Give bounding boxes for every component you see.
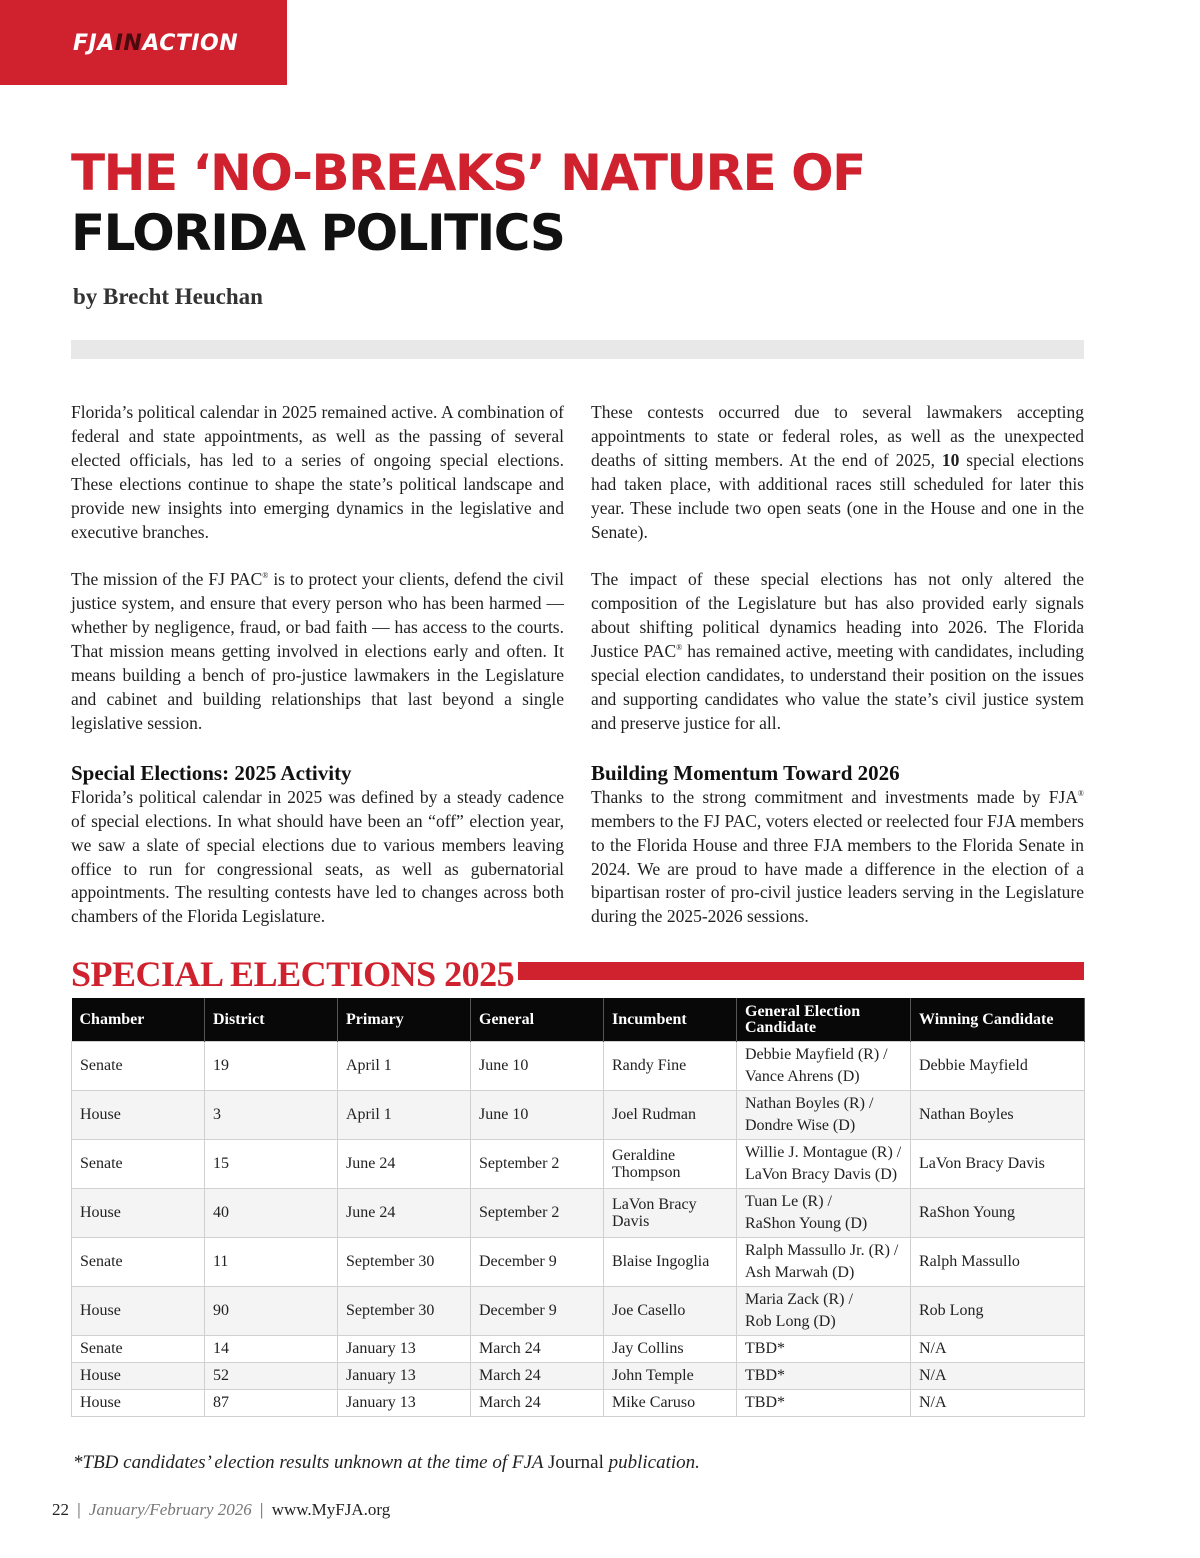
left-column [71, 401, 564, 953]
cell-primary: January 13 [338, 1336, 471, 1363]
section-label-part: IN [114, 31, 143, 56]
cell-district: 19 [205, 1042, 338, 1091]
cell-general: September 2 [471, 1189, 604, 1238]
table-header-row [72, 998, 1085, 1042]
registered-mark: ® [676, 643, 683, 653]
table-row [72, 1363, 1085, 1390]
cell-general: September 2 [471, 1140, 604, 1189]
page-number: 22 [52, 1500, 69, 1519]
cell-incumbent: Jay Collins [604, 1336, 737, 1363]
candidate-line: RaShon Young (D) [745, 1215, 868, 1232]
cell-candidates [737, 1238, 911, 1287]
cell-district: 14 [205, 1336, 338, 1363]
cell-incumbent: Randy Fine [604, 1042, 737, 1091]
cell-winner: Ralph Massullo [911, 1238, 1085, 1287]
cell-winner: N/A [911, 1390, 1085, 1417]
table-row [72, 1042, 1085, 1091]
column-header: General Election Candidate [737, 998, 911, 1042]
paragraph [591, 568, 1084, 735]
cell-candidates [737, 1042, 911, 1091]
cell-district: 15 [205, 1140, 338, 1189]
paragraph [591, 401, 1084, 544]
table-row [72, 1336, 1085, 1363]
cell-incumbent: John Temple [604, 1363, 737, 1390]
cell-candidates [737, 1189, 911, 1238]
section-tab [0, 0, 287, 85]
table-row [72, 1189, 1085, 1238]
table-row [72, 1091, 1085, 1140]
cell-district: 90 [205, 1287, 338, 1336]
cell-incumbent: Mike Caruso [604, 1390, 737, 1417]
cell-general: December 9 [471, 1287, 604, 1336]
cell-chamber: House [72, 1363, 205, 1390]
cell-incumbent: Joe Casello [604, 1287, 737, 1336]
cell-district: 52 [205, 1363, 338, 1390]
right-column [591, 401, 1084, 953]
cell-winner: RaShon Young [911, 1189, 1085, 1238]
cell-candidates: TBD* [737, 1336, 911, 1363]
candidate-line: Dondre Wise (D) [745, 1117, 856, 1134]
table-title-bar [518, 962, 1084, 980]
column-header: Primary [338, 998, 471, 1042]
cell-district: 87 [205, 1390, 338, 1417]
paragraph [71, 568, 564, 735]
paragraph: Florida’s political calendar in 2025 remained active. A combination of federal and state appointments, as well as the passing of several elected officials, has led to a series of ongoing special elections. These elections continue to shape the state’s political landscape and provide new insights into emerging dynamics in the legislative and executive branches. [71, 402, 564, 542]
cell-general: March 24 [471, 1390, 604, 1417]
section-label-part: ACTION [142, 31, 239, 56]
registered-mark: ® [262, 571, 269, 581]
cell-primary: June 24 [338, 1140, 471, 1189]
cell-chamber: House [72, 1390, 205, 1417]
candidate-line: Vance Ahrens (D) [745, 1068, 860, 1085]
footer-separator: | [77, 1500, 81, 1519]
column-header: Chamber [72, 998, 205, 1042]
paragraph [591, 786, 1084, 929]
candidate-line: Ash Marwah (D) [745, 1264, 855, 1281]
section-heading: Special Elections: 2025 Activity [71, 760, 352, 785]
cell-incumbent: LaVon Bracy Davis [604, 1189, 737, 1238]
cell-general: March 24 [471, 1336, 604, 1363]
text-run-bold: 10 [941, 449, 960, 470]
section-label [73, 31, 238, 56]
footnote-text: publication. [603, 1452, 700, 1473]
cell-chamber: Senate [72, 1042, 205, 1091]
cell-incumbent: Joel Rudman [604, 1091, 737, 1140]
text-run: is to protect your clients, defend the civil justice system, and ensure that every person who has been harmed — whether by negligence, fraud, or bad faith — has access to the courts. That mission means getting involved in elections early and often. It means building a bench of pro-justice lawmakers in the Legislature and cabinet and building relationships that last beyond a single legislative session. [71, 569, 564, 733]
cell-chamber: House [72, 1091, 205, 1140]
issue-date: January/February 2026 [88, 1500, 252, 1519]
cell-general: December 9 [471, 1238, 604, 1287]
footnote [73, 1452, 700, 1474]
text-run: members to the FJ PAC, voters elected or reelected four FJA members to the Florida House and three FJA members to the Florida Senate in 2024. We are proud to have made a difference in the election of a bipartisan roster of pro-civil justice leaders serving in the Legislature during the 2025-2026 sessions. [591, 810, 1084, 927]
title-line: THE ‘NO-BREAKS’ NATURE OF [71, 144, 865, 202]
cell-candidates [737, 1140, 911, 1189]
cell-winner: Nathan Boyles [911, 1091, 1085, 1140]
text-run: These contests occurred due to several lawmakers accepting appointments to state or federal roles, as well as the unexpected deaths of sitting members. At the end of 2025, [591, 402, 1084, 470]
cell-district: 11 [205, 1238, 338, 1287]
section-label-part: FJA [73, 31, 115, 56]
cell-candidates: TBD* [737, 1363, 911, 1390]
cell-primary: April 1 [338, 1091, 471, 1140]
cell-winner: N/A [911, 1336, 1085, 1363]
candidate-line: Ralph Massullo Jr. (R) / [745, 1242, 899, 1259]
text-run: Thanks to the strong commitment and investments made by FJA [591, 786, 1078, 807]
column-header: Incumbent [604, 998, 737, 1042]
cell-winner: Debbie Mayfield [911, 1042, 1085, 1091]
section-heading: Building Momentum Toward 2026 [591, 760, 900, 785]
cell-winner: LaVon Bracy Davis [911, 1140, 1085, 1189]
byline: by Brecht Heuchan [73, 284, 263, 309]
table-row [72, 1238, 1085, 1287]
cell-chamber: House [72, 1287, 205, 1336]
footnote-text: *TBD candidates’ election results unknown at the time of FJA [73, 1452, 548, 1473]
page-title [71, 143, 865, 263]
paragraph: Florida’s political calendar in 2025 was defined by a steady cadence of special elections. In what should have been an “off” election year, we saw a slate of special elections due to various members leaving office to run for congressional seats, as well as gubernatorial appointments. The resulting contests have led to changes across both chambers of the Florida Legislature. [71, 786, 564, 927]
cell-primary: June 24 [338, 1189, 471, 1238]
cell-incumbent: Blaise Ingoglia [604, 1238, 737, 1287]
cell-chamber: Senate [72, 1336, 205, 1363]
special-elections-table [71, 998, 1085, 1417]
divider-bar [71, 340, 1084, 359]
candidate-line: Tuan Le (R) / [745, 1193, 832, 1210]
cell-district: 3 [205, 1091, 338, 1140]
candidate-line: Nathan Boyles (R) / [745, 1095, 874, 1112]
cell-primary: January 13 [338, 1363, 471, 1390]
cell-primary: September 30 [338, 1287, 471, 1336]
column-header: General [471, 998, 604, 1042]
registered-mark: ® [1077, 788, 1084, 798]
candidate-line: Maria Zack (R) / [745, 1291, 853, 1308]
candidate-line: LaVon Bracy Davis (D) [745, 1166, 898, 1183]
title-line: FLORIDA POLITICS [71, 204, 565, 262]
cell-general: June 10 [471, 1091, 604, 1140]
text-run: The impact of these special elections has not only altered the composition of the Legislature but has also provided early signals about shifting political dynamics heading into 2026. The Florida Justice PAC [591, 569, 1084, 662]
cell-chamber: House [72, 1189, 205, 1238]
candidate-line: Debbie Mayfield (R) / [745, 1046, 888, 1063]
cell-general: June 10 [471, 1042, 604, 1091]
cell-general: March 24 [471, 1363, 604, 1390]
footnote-text: Journal [547, 1452, 604, 1473]
cell-primary: September 30 [338, 1238, 471, 1287]
column-header: District [205, 998, 338, 1042]
cell-winner: Rob Long [911, 1287, 1085, 1336]
text-run: special elections had taken place, with additional races still scheduled for later this year. These include two open seats (one in the House and one in the Senate). [591, 449, 1084, 542]
cell-district: 40 [205, 1189, 338, 1238]
text-run: The mission of the FJ PAC [71, 569, 263, 590]
cell-winner: N/A [911, 1363, 1085, 1390]
cell-chamber: Senate [72, 1238, 205, 1287]
table-row [72, 1390, 1085, 1417]
footer-separator: | [260, 1500, 264, 1519]
page-footer [52, 1500, 390, 1520]
cell-chamber: Senate [72, 1140, 205, 1189]
candidate-line: Willie J. Montague (R) / [745, 1144, 902, 1161]
cell-candidates: TBD* [737, 1390, 911, 1417]
cell-candidates [737, 1091, 911, 1140]
cell-incumbent: Geraldine Thompson [604, 1140, 737, 1189]
website-url: www.MyFJA.org [271, 1500, 391, 1519]
cell-primary: April 1 [338, 1042, 471, 1091]
table-title: SPECIAL ELECTIONS 2025 [71, 954, 515, 994]
cell-primary: January 13 [338, 1390, 471, 1417]
table-row [72, 1287, 1085, 1336]
column-header: Winning Candidate [911, 998, 1085, 1042]
text-run: has remained active, meeting with candidates, including special election candidates, to understand their position on the issues and supporting candidates who value the state’s civil justice system and preserve justice for all. [591, 641, 1084, 733]
candidate-line: Rob Long (D) [745, 1313, 836, 1330]
table-row [72, 1140, 1085, 1189]
cell-candidates [737, 1287, 911, 1336]
